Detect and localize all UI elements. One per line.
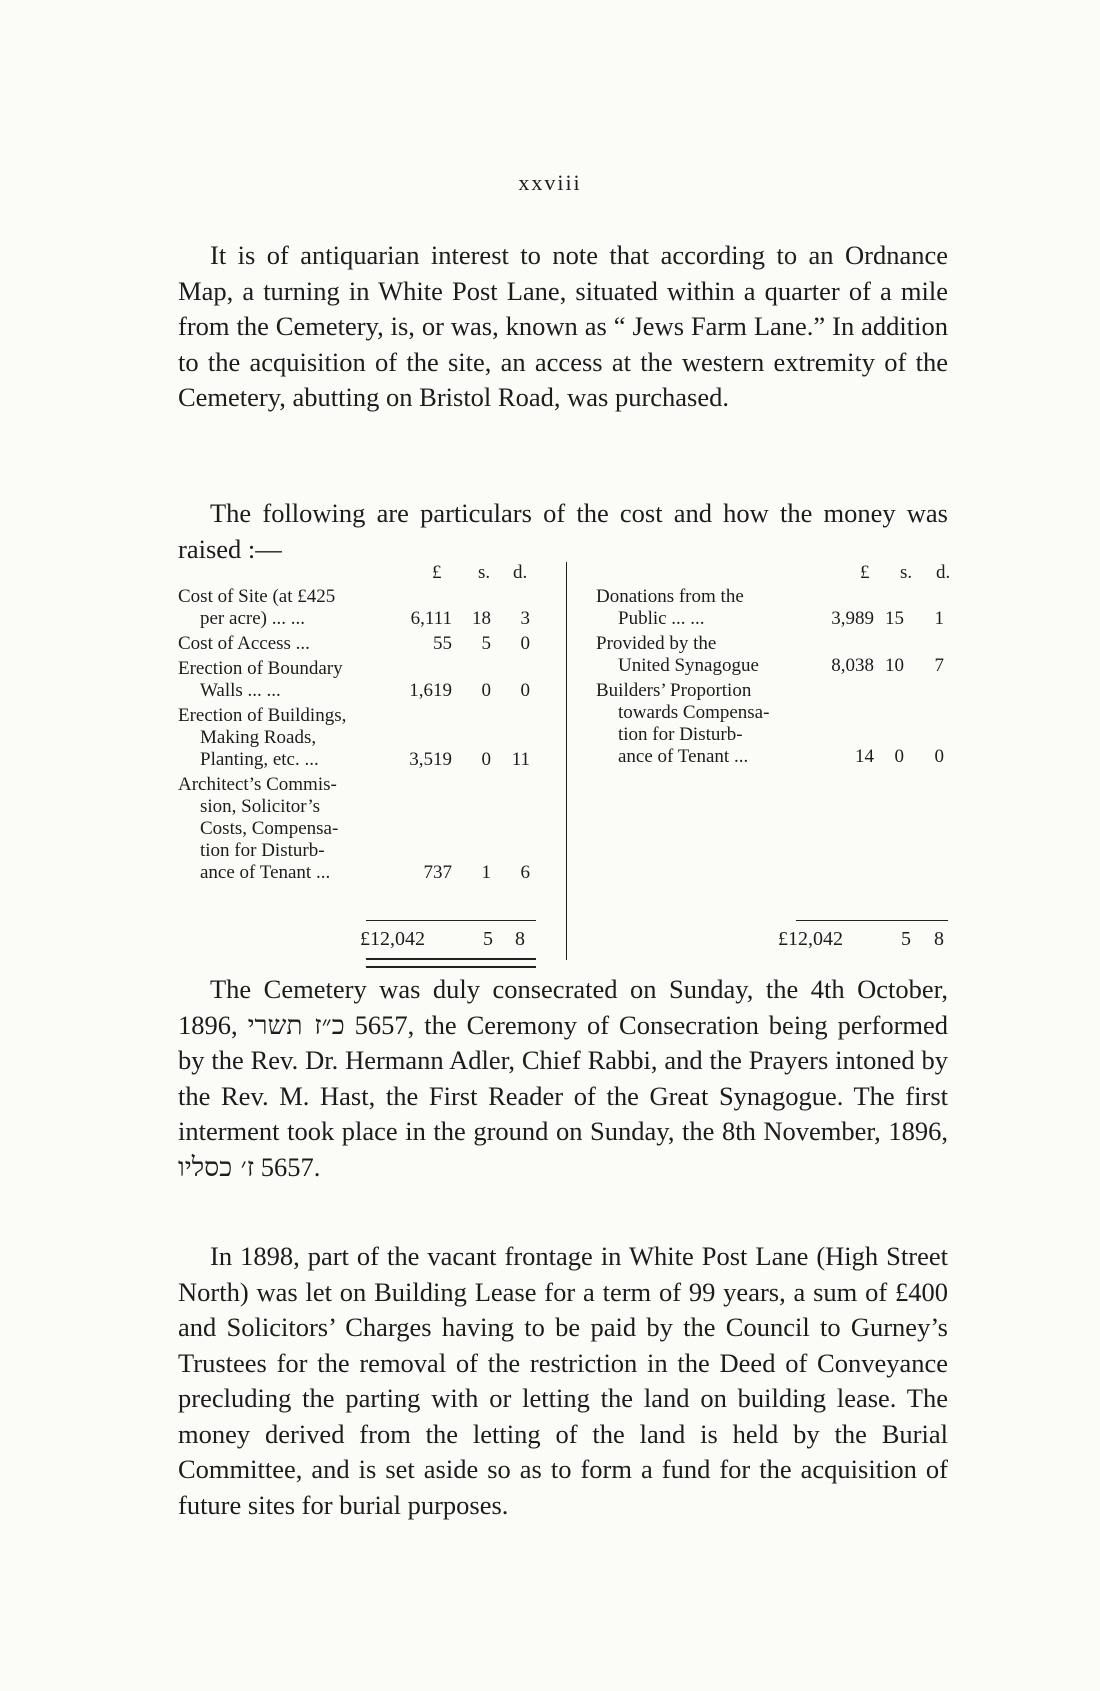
pence-header: d. [936,562,951,583]
expenditure-shillings: 1 [481,862,491,883]
receipt-label-line: ance of Tenant ... [618,746,749,767]
cost-ledger [178,562,951,980]
expenditure-total-shillings: 5 [483,928,493,950]
expenditure-label-line: Walls ... ... [200,680,281,701]
expenditure-shillings: 5 [481,633,491,654]
receipt-row [596,680,948,768]
receipts-total-shillings: 5 [901,928,911,950]
expenditure-pence: 0 [520,633,530,654]
shillings-header: s. [900,562,913,583]
total-rule [366,920,536,921]
expenditure-label-line: Architect’s Commis- [178,774,337,795]
expenditure-row [178,705,538,771]
receipt-pounds: 8,038 [831,655,874,676]
expenditure-label-line: Costs, Compensa- [200,818,339,839]
expenditure-shillings: 0 [481,680,491,701]
receipt-shillings: 0 [894,746,904,767]
expenditure-total-pence: 8 [515,928,525,950]
expenditure-label-line: ance of Tenant ... [200,862,331,883]
consecration-text-b: 5657, the Ceremony of Consecration being performed by the Rev. Dr. Hermann Adler, Chief Rabbi, and the Prayers intoned by the Rev. M. Hast, the First Reader of the Great Synagogue. The first interment took place in the ground on Sunday, the 8th November, 1896, [178,1009,949,1146]
pounds-header: £ [432,562,442,583]
expenditure-pounds: 3,519 [409,749,452,770]
receipt-label-line: towards Compensa- [618,702,770,723]
expenditure-label-line: Cost of Access ... [178,633,310,654]
pence-header: d. [513,562,528,583]
expenditure-label-line: tion for Disturb- [200,840,325,861]
receipts-column [596,562,951,771]
consecration-text-a: The Cemetery was duly consecrated on Sunday, the 4th October, 1896, [178,974,948,1040]
expenditure-pounds: 737 [423,862,452,883]
expenditure-header [178,562,538,586]
expenditure-label-line: Making Roads, [200,727,317,748]
paragraph-building-lease: In 1898, part of the vacant frontage in White Post Lane (High Street North) was let on Building Lease for a term of 99 years, a sum of £400 and Solicitors’ Charges having to be paid by the Council to Gurney’s Trustees for the removal of the restriction in the Deed of Conveyance precluding the parting with or letting the land on building lease. The money derived from the letting of the land is held by the Burial Committee, and is set aside so as to form a fund for the acquisition of future sites for burial purposes. [178,1241,948,1520]
receipt-pounds: 3,989 [831,608,874,629]
expenditure-row [178,586,538,630]
expenditure-row [178,774,538,884]
hebrew-date-tishri: כ״ז תשרי [247,1009,345,1041]
expenditure-row [178,658,538,702]
expenditure-label-line: Erection of Boundary [178,658,343,679]
receipt-pence: 0 [934,746,944,767]
expenditure-pence: 11 [511,749,530,770]
receipt-shillings: 15 [885,608,904,629]
paragraph-cost-intro: The following are particulars of the cost and how the money was raised :— [178,498,948,564]
receipt-pence: 7 [934,655,944,676]
receipt-row [596,586,948,630]
receipt-label-line: United Synagogue [618,655,759,676]
expenditure-pounds: 6,111 [410,608,452,629]
receipt-pounds: 14 [855,746,874,767]
expenditure-label-line: per acre) ... ... [200,608,305,629]
receipt-label-line: Provided by the [596,633,717,654]
expenditure-label-line: Planting, etc. ... [200,749,319,770]
expenditure-shillings: 0 [481,749,491,770]
paragraph-consecration [178,972,948,1185]
receipt-label-line: tion for Disturb- [618,724,743,745]
expenditure-label-line: Erection of Buildings, [178,705,347,726]
expenditure-column [178,562,538,887]
receipts-header [596,562,951,586]
pounds-header: £ [860,562,870,583]
expenditure-pence: 3 [520,608,530,629]
receipts-total-pence: 8 [934,928,944,950]
expenditure-pounds: 55 [433,633,452,654]
shillings-header: s. [478,562,491,583]
receipt-label-line: Public ... ... [618,608,705,629]
expenditure-shillings: 18 [472,608,491,629]
paragraph-ordnance-map: It is of antiquarian interest to note that according to an Ordnance Map, a turning in White Post Lane, situated within a quarter of a mile from the Cemetery, is, or was, known as “ Jews Farm Lane.” In addition to the acquisition of the site, an access at the western extremity of the Cemetery, abutting on Bristol Road, was purchased. [178,240,948,412]
total-double-rule [366,958,536,968]
page-number: xxviii [518,170,582,195]
expenditure-total-pounds: £12,042 [360,928,425,950]
receipt-label-line: Builders’ Proportion [596,680,752,701]
column-divider [566,562,567,960]
expenditure-label-line: sion, Solicitor’s [200,796,320,817]
receipt-label-line: Donations from the [596,586,744,607]
total-rule [796,920,948,921]
receipt-pence: 1 [934,608,944,629]
hebrew-date-kislev: ז׳ כסליו [178,1151,255,1183]
receipt-shillings: 10 [885,655,904,676]
consecration-text-c: 5657. [260,1151,321,1182]
expenditure-pounds: 1,619 [409,680,452,701]
expenditure-pence: 6 [520,862,530,883]
receipt-row [596,633,948,677]
expenditure-pence: 0 [520,680,530,701]
expenditure-row [178,633,538,655]
receipts-total-pounds: £12,042 [778,928,843,950]
expenditure-label-line: Cost of Site (at £425 [178,586,336,607]
